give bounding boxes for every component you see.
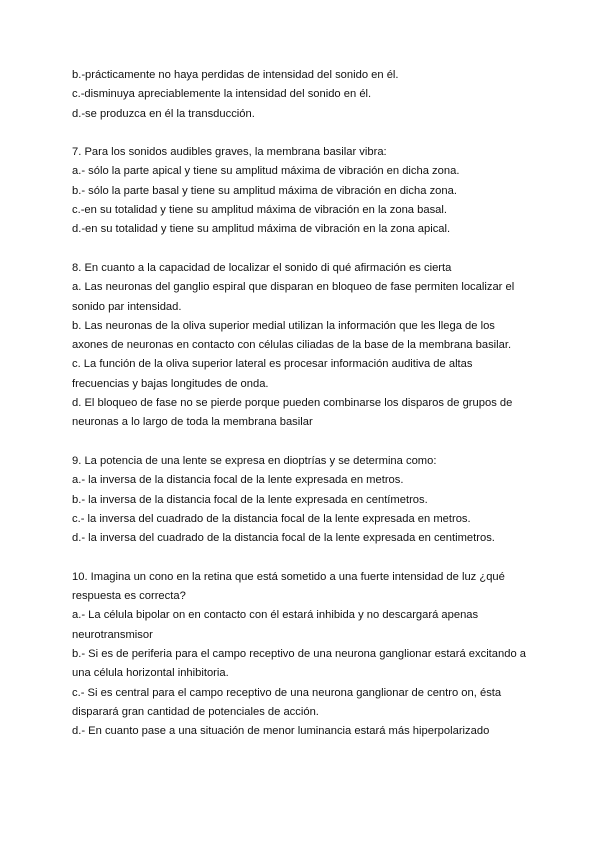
spacer (72, 548, 544, 567)
question-8 (72, 259, 544, 433)
question-7 (72, 143, 544, 239)
q10-option-c-line2: disparará gran cantidad de potenciales de acción. (72, 705, 319, 718)
q6-option-d: d.-se produzca en él la transducción. (72, 107, 255, 120)
q10-option-b-line1: b.- Si es de periferia para el campo receptivo de una neurona ganglionar estará excitando a (72, 647, 527, 660)
q8-option-d-line1: d. El bloqueo de fase no se pierde porque pueden combinarse los disparos de grupos de (72, 397, 513, 410)
q7-option-c: c.-en su totalidad y tiene su amplitud máxima de vibración en la zona basal. (72, 204, 447, 217)
q6-option-b: b.-prácticamente no haya perdidas de intensidad del sonido en él. (72, 69, 399, 81)
question-9 (72, 452, 544, 548)
spacer (72, 433, 544, 452)
q9-option-c: c.- la inversa del cuadrado de la distancia focal de la lente expresada en metros. (72, 512, 471, 525)
q9-question: 9. La potencia de una lente se expresa en dioptrías y se determina como: (72, 454, 437, 467)
q8-option-c-line2: frecuencias y bajas longitudes de onda. (72, 377, 269, 390)
q10-option-a-line2: neurotransmisor (72, 628, 153, 641)
q7-question: 7. Para los sonidos audibles graves, la membrana basilar vibra: (72, 146, 387, 159)
q10-option-c-line1: c.- Si es central para el campo receptivo de una neurona ganglionar de centro on, ésta (72, 686, 502, 699)
spacer (72, 124, 544, 143)
question-10 (72, 568, 544, 742)
q9-option-a: a.- la inversa de la distancia focal de la lente expresada en metros. (72, 474, 404, 487)
question-6-options (72, 66, 544, 124)
q10-option-a-line1: a.- La célula bipolar on en contacto con él estará inhibida y no descargará apenas (72, 609, 479, 622)
q9-option-b: b.- la inversa de la distancia focal de la lente expresada en centímetros. (72, 493, 428, 506)
q8-option-a-line1: a. Las neuronas del ganglio espiral que disparan en bloqueo de fase permiten localizar el (72, 281, 515, 294)
q10-option-d: d.- En cuanto pase a una situación de menor luminancia estará más hiperpolarizado (72, 725, 490, 738)
q7-option-a: a.- sólo la parte apical y tiene su amplitud máxima de vibración en dicha zona. (72, 165, 460, 178)
q9-option-d: d.- la inversa del cuadrado de la distancia focal de la lente expresada en centimetros. (72, 532, 495, 545)
spacer (72, 240, 544, 259)
q10-option-b-line2: una célula horizontal inhibitoria. (72, 667, 229, 680)
q8-option-d-line2: neuronas a lo largo de toda la membrana basilar (72, 416, 313, 429)
q10-question-line2: respuesta es correcta? (72, 590, 186, 603)
q8-option-c-line1: c. La función de la oliva superior lateral es procesar información auditiva de altas (72, 358, 473, 371)
q8-question: 8. En cuanto a la capacidad de localizar el sonido di qué afirmación es cierta (72, 261, 452, 274)
document-page (72, 66, 544, 741)
q8-option-b-line1: b. Las neuronas de la oliva superior medial utilizan la información que les llega de los (72, 319, 495, 332)
q10-question-line1: 10. Imagina un cono en la retina que está sometido a una fuerte intensidad de luz ¿qué (72, 570, 505, 583)
q8-option-a-line2: sonido par intensidad. (72, 300, 182, 313)
q6-option-c: c.-disminuya apreciablemente la intensidad del sonido en él. (72, 88, 372, 101)
q8-option-b-line2: axones de neuronas en contacto con células ciliadas de la base de la membrana basilar. (72, 339, 512, 352)
q7-option-d: d.-en su totalidad y tiene su amplitud máxima de vibración en la zona apical. (72, 223, 451, 236)
q7-option-b: b.- sólo la parte basal y tiene su amplitud máxima de vibración en dicha zona. (72, 184, 457, 197)
